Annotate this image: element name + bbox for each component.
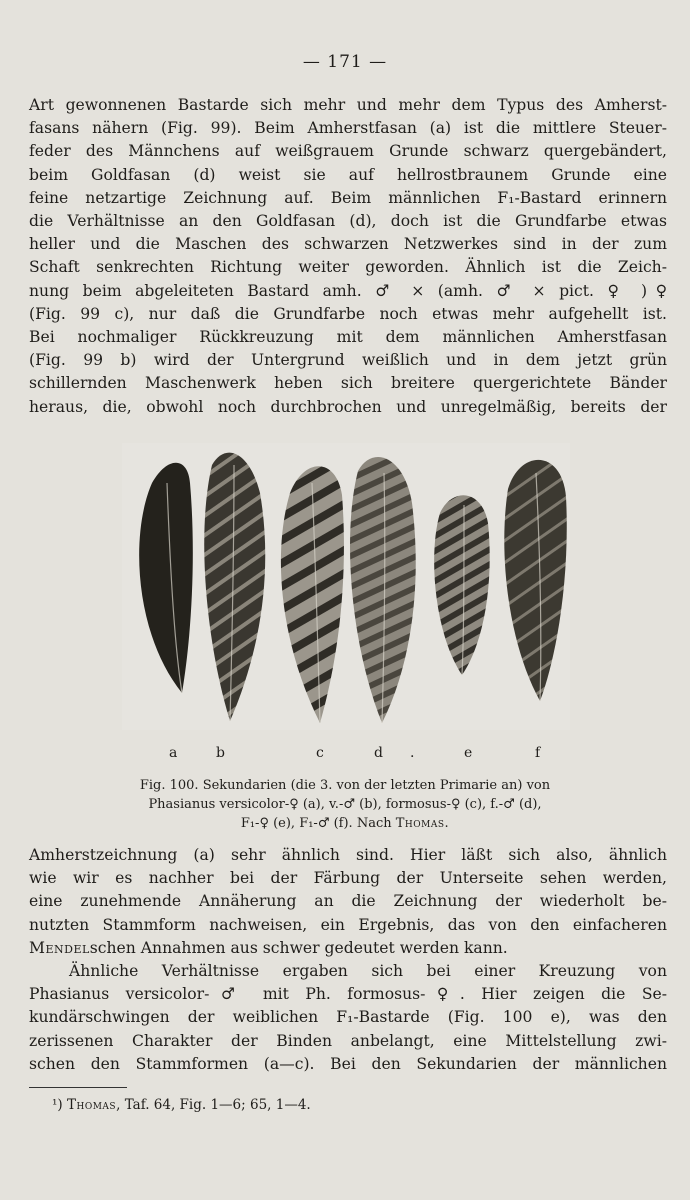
text-line: Amherstzeichnung (a) sehr ähnlich sind. Hier läßt sich also, ähnlich <box>29 846 667 864</box>
footnote-text: , Taf. 64, Fig. 1—6; 65, 1—4. <box>116 1097 311 1113</box>
paragraph-bottom <box>29 844 667 1076</box>
footnote <box>52 1097 311 1113</box>
text-line: beim Goldfasan (d) weist sie auf hellrostbraunem Grunde eine <box>29 165 667 184</box>
page-number: — 171 — <box>302 52 388 72</box>
text-line: wie wir es nachher bei der Färbung der Unterseite sehen werden, <box>29 869 667 888</box>
paragraph-top <box>29 94 667 419</box>
text-line: (Fig. 99 c), nur daß die Grundfarbe noch etwas mehr aufgehellt ist. <box>29 304 667 323</box>
text-line: feder des Männchens auf weißgrauem Grunde schwarz quergebändert, <box>29 142 667 161</box>
caption-author: Thomas. <box>395 816 450 831</box>
text-line: Art gewonnenen Bastarde sich mehr und mehr dem Typus des Amherst- <box>29 96 667 114</box>
figure-label-c: c <box>316 745 324 761</box>
figure-label-b: b <box>216 745 225 761</box>
feather-figure <box>122 443 570 730</box>
text-line <box>29 937 667 960</box>
text-line: (Fig. 99 b) wird der Untergrund weißlich und in dem jetzt grün <box>29 351 667 370</box>
figure-label-a: a <box>169 745 178 761</box>
text-line: zerissenen Charakter der Binden anbelangt, eine Mittelstellung zwi- <box>29 1031 667 1050</box>
text-line: eine zunehmende Annäherung an die Zeichnung der wiederholt be- <box>29 892 667 911</box>
text-line: kundärschwingen der weiblichen F₁-Bastarde (Fig. 100 e), was den <box>29 1008 667 1027</box>
footnote-marker: ¹) <box>52 1097 63 1113</box>
text-line: heraus, die, obwohl noch durchbrochen und unregelmäßig, bereits der <box>29 397 667 416</box>
figure-label-d: d <box>374 745 383 761</box>
text-line: die Verhältnisse an den Goldfasan (d), doch ist die Grundfarbe etwas <box>29 212 667 231</box>
mendel-name: Mendel <box>29 938 90 957</box>
text-line: Bei nochmaliger Rückkreuzung mit dem männlichen Amherstfasan <box>29 328 667 347</box>
text-line: fasans nähern (Fig. 99). Beim Amherstfasan (a) ist die mittlere Steuer- <box>29 119 667 138</box>
caption-line <box>0 814 690 833</box>
text-line: nung beim abgeleiteten Bastard amh. ♂ × (amh. ♂ × pict. ♀ )♀ <box>29 281 667 300</box>
caption-line: Phasianus versicolor-♀ (a), v.-♂ (b), formosus-♀ (c), f.-♂ (d), <box>148 797 542 812</box>
text-line: schillernden Maschenwerk heben sich breitere quergerichtete Bänder <box>29 374 667 393</box>
text-line: heller und die Maschen des schwarzen Netzwerkes sind in der zum <box>29 235 667 254</box>
text-line: feine netzartige Zeichnung auf. Beim männlichen F₁-Bastard erinnern <box>29 188 667 207</box>
text-line: Ähnliche Verhältnisse ergaben sich bei einer Kreuzung von <box>69 962 667 981</box>
footnote-author: Thomas <box>66 1097 117 1113</box>
text-line-rest: schen Annahmen aus schwer gedeutet werden kann. <box>89 938 508 957</box>
caption-line-text: F₁-♀ (e), F₁-♂ (f). Nach <box>240 816 392 831</box>
figure-caption <box>0 776 690 833</box>
caption-line: Fig. 100. Sekundarien (die 3. von der letzten Primarie an) von <box>139 778 551 793</box>
figure-label-f: f <box>535 745 541 761</box>
figure-label-e: e <box>464 745 473 761</box>
figure-label-dot: . <box>410 745 415 761</box>
text-line: Phasianus versicolor-♂ mit Ph. formosus-♀. Hier zeigen die Se- <box>29 985 667 1004</box>
footnote-rule <box>29 1087 127 1088</box>
figure-letters <box>0 745 690 765</box>
text-line: schen den Stammformen (a—c). Bei den Sekundarien der männlichen <box>29 1054 667 1073</box>
text-line: Schaft senkrechten Richtung weiter geworden. Ähnlich ist die Zeich- <box>29 258 667 277</box>
feathers-illustration <box>122 443 570 730</box>
text-line: nutzten Stammform nachweisen, ein Ergebnis, das von den einfacheren <box>29 915 667 934</box>
